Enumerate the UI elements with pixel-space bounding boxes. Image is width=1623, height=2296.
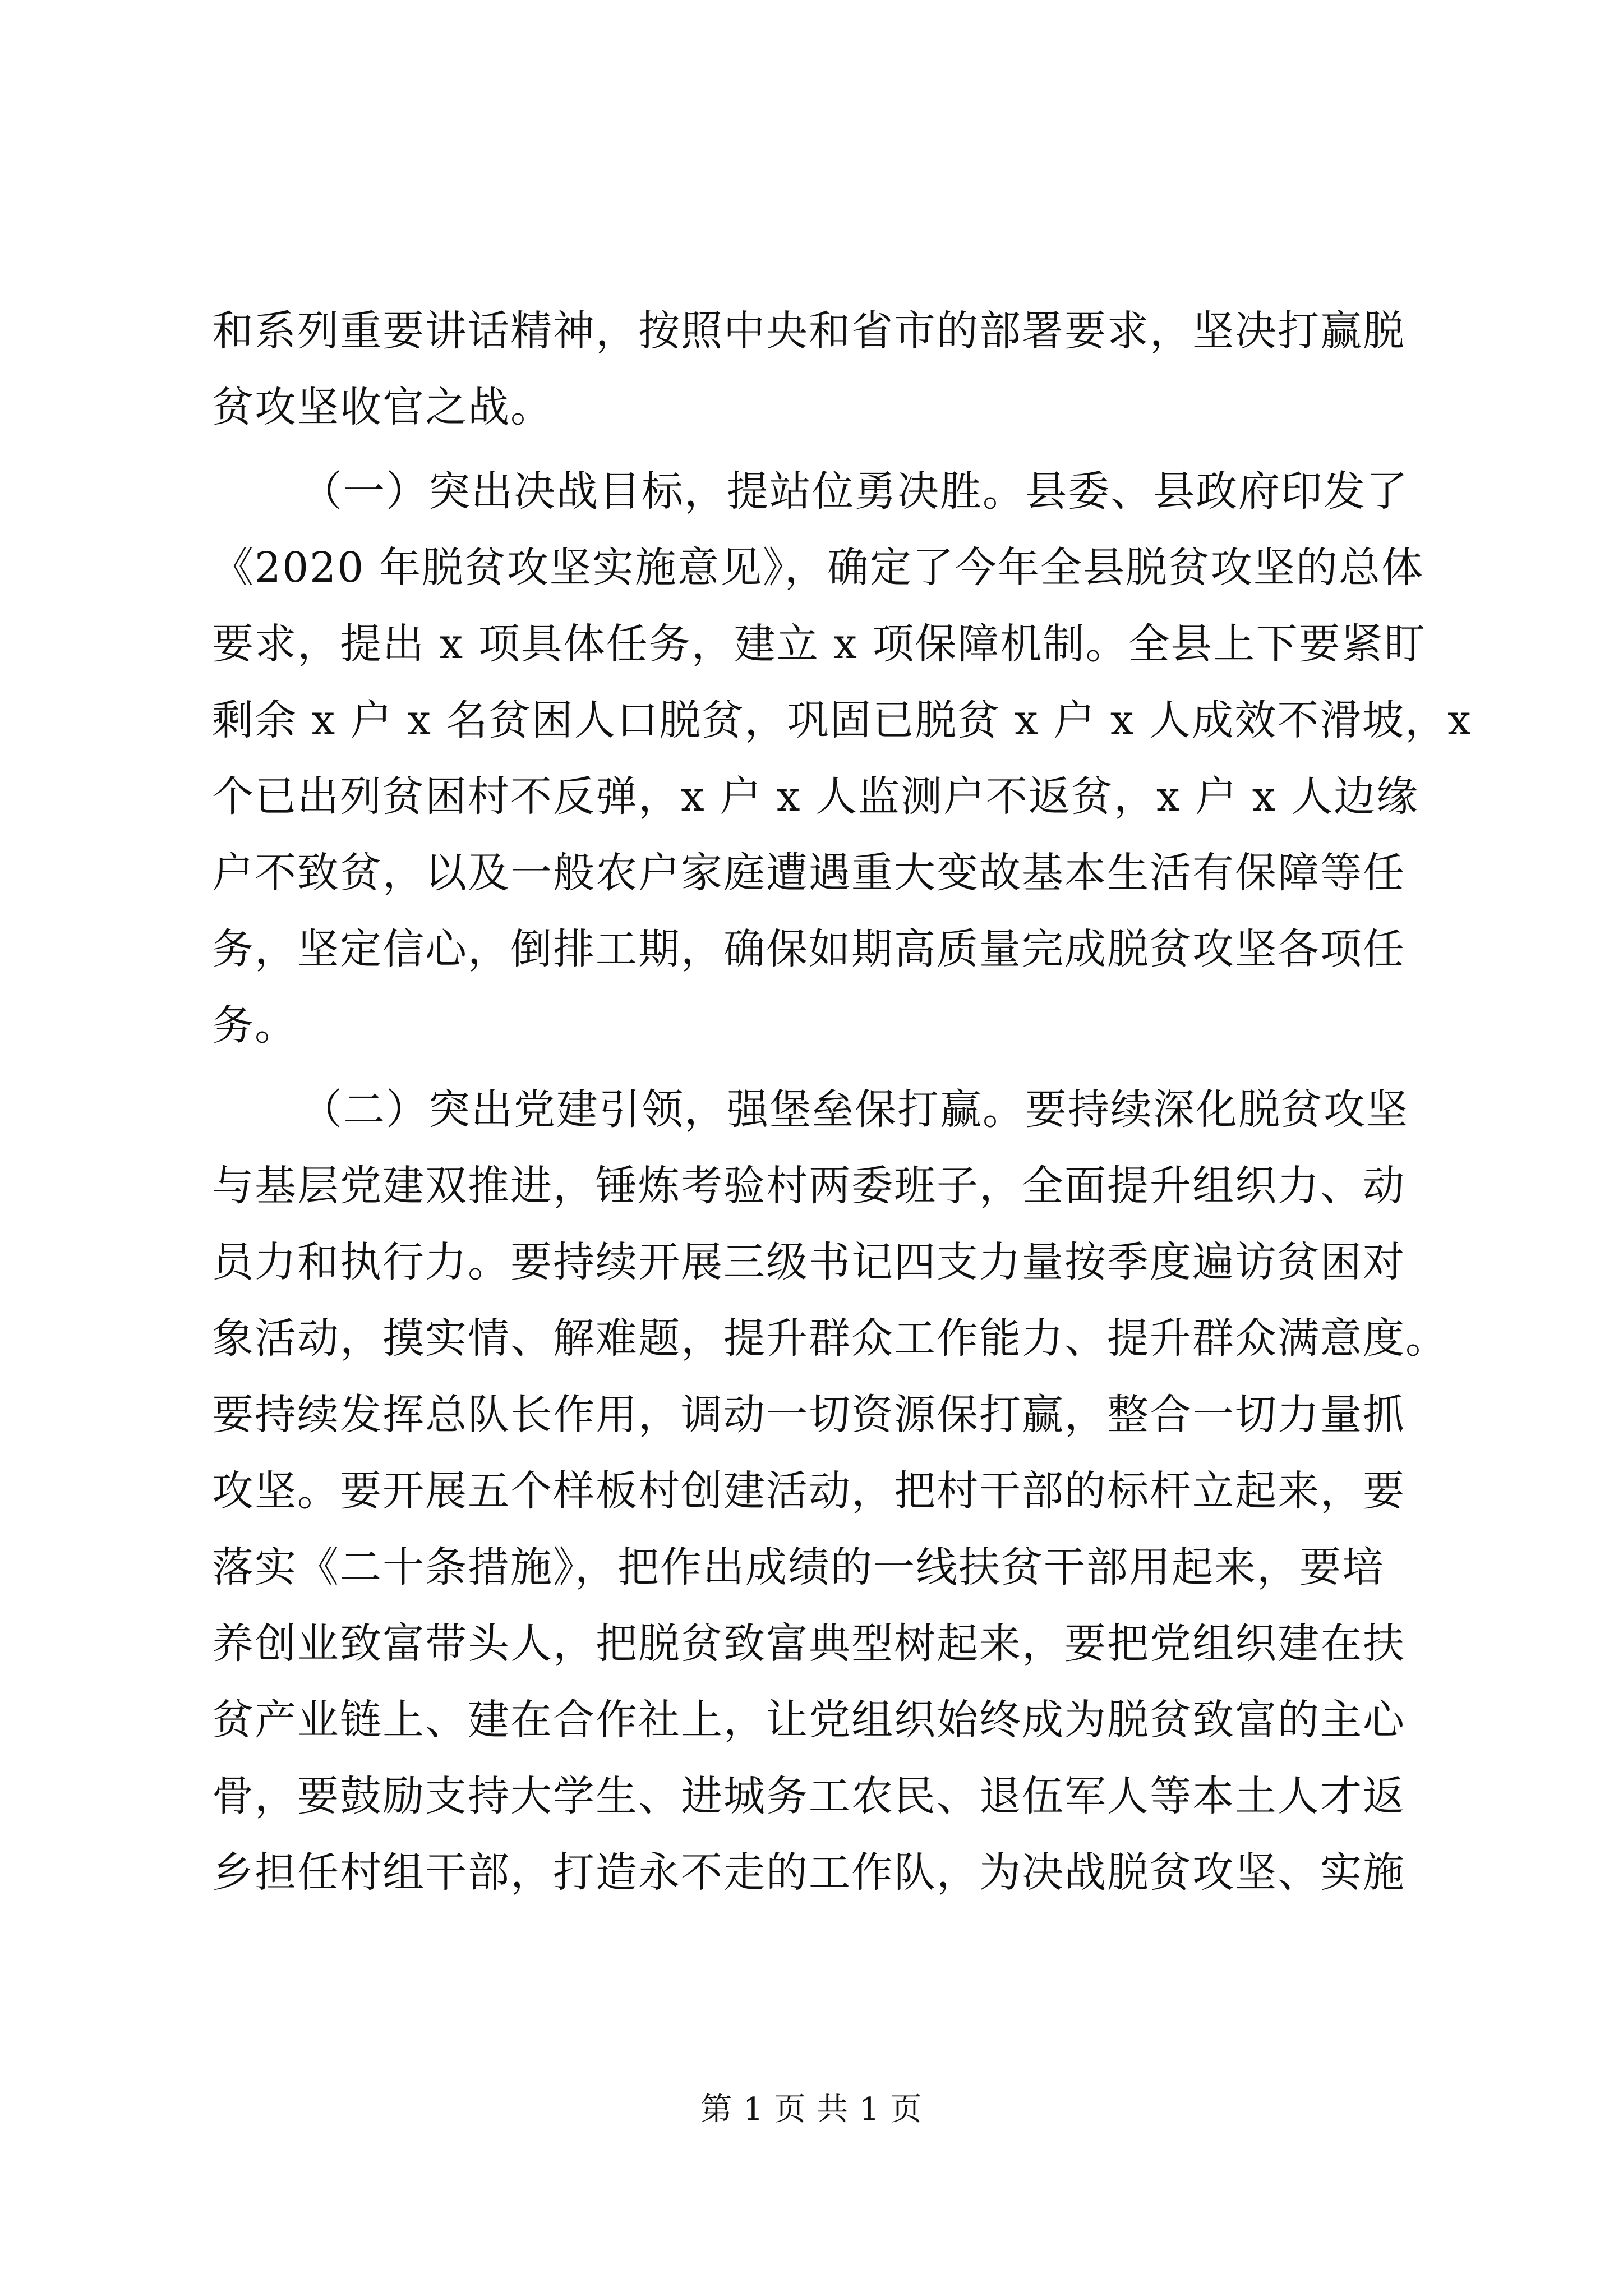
text-line: 攻坚。要开展五个样板村创建活动，把村干部的标杆立起来，要 [212,1467,1405,1515]
text-line: 骨，要鼓励支持大学生、进城务工农民、退伍军人等本土人才返 [212,1772,1405,1820]
text-line: 个已出列贫困村不反弹，x 户 x 人监测户不返贫，x 户 x 人边缘 [212,772,1419,821]
text-line: 贫产业链上、建在合作社上，让党组织始终成为脱贫致富的主心 [212,1696,1405,1744]
page-number-footer: 第 1 页 共 1 页 [700,2091,923,2128]
text-line: 要求，提出 x 项具体任务，建立 x 项保障机制。全县上下要紧盯 [212,620,1427,668]
text-line: 与基层党建双推进，锤炼考验村两委班子，全面提升组织力、动 [212,1162,1405,1210]
text-line: 要持续发挥总队长作用，调动一切资源保打赢，整合一切力量抓 [212,1391,1405,1439]
text-line: 象活动，摸实情、解难题，提升群众工作能力、提升群众满意度。 [212,1314,1448,1363]
text-line: 和系列重要讲话精神，按照中央和省市的部署要求，坚决打赢脱 [212,307,1405,355]
text-line: 养创业致富带头人，把脱贫致富典型树起来，要把党组织建在扶 [212,1619,1405,1668]
text-line: 《2020 年脱贫攻坚实施意见》，确定了今年全县脱贫攻坚的总体 [212,544,1424,592]
text-line: 户不致贫，以及一般农户家庭遭遇重大变故基本生活有保障等任 [212,849,1405,897]
document-body [212,293,1472,1911]
text-line: 剩余 x 户 x 名贫困人口脱贫，巩固已脱贫 x 户 x 人成效不滑坡，x [212,696,1472,744]
text-line: 落实《二十条措施》，把作出成绩的一线扶贫干部用起来，要培 [212,1543,1385,1591]
paragraph-heading-line: （一）突出决战目标，提站位勇决胜。县委、县政府印发了 [301,467,1409,516]
text-line: 贫攻坚收官之战。 [212,383,553,431]
text-line: 乡担任村组干部，打造永不走的工作队，为决战脱贫攻坚、实施 [212,1848,1405,1897]
paragraph-heading-line: （二）突出党建引领，强堡垒保打赢。要持续深化脱贫攻坚 [301,1085,1409,1134]
text-line: 务，坚定信心，倒排工期，确保如期高质量完成脱贫攻坚各项任 [212,925,1405,973]
text-line: 务。 [212,1001,297,1050]
text-line: 员力和执行力。要持续开展三级书记四支力量按季度遍访贫困对 [212,1238,1405,1286]
